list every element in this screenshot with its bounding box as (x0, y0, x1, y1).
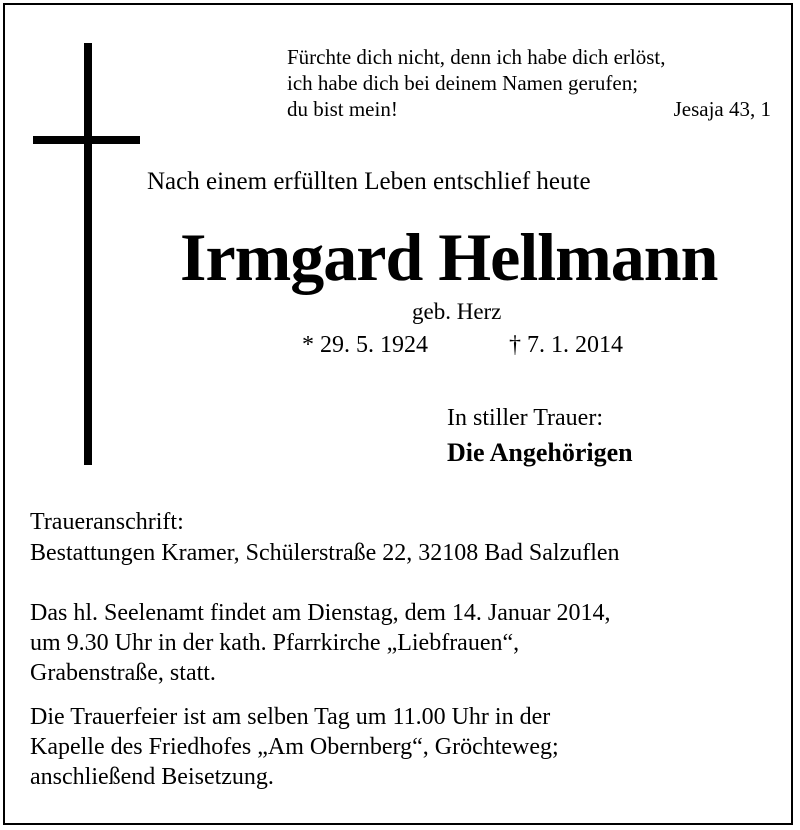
address-label: Traueranschrift: (30, 509, 184, 535)
birth-date: * 29. 5. 1924 (302, 332, 428, 358)
verse-line: ich habe dich bei deinem Namen gerufen; (287, 71, 639, 95)
death-date: † 7. 1. 2014 (509, 332, 623, 358)
mass-info-line: Grabenstraße, statt. (30, 660, 216, 686)
verse-line (287, 96, 771, 122)
funeral-info-line: anschließend Beisetzung. (30, 764, 274, 790)
cross-vertical-bar (84, 43, 92, 465)
cross-horizontal-bar (33, 136, 140, 144)
address-text: Bestattungen Kramer, Schülerstraße 22, 32108 Bad Salzuflen (30, 540, 620, 566)
mass-info (30, 598, 611, 688)
verse-reference: Jesaja 43, 1 (673, 97, 771, 121)
deceased-name: Irmgard Hellmann (180, 219, 718, 295)
funeral-info-line: Die Trauerfeier ist am selben Tag um 11.00 Uhr in der (30, 704, 551, 730)
maiden-name: geb. Herz (412, 299, 502, 324)
intro-text: Nach einem erfüllten Leben entschlief heute (147, 168, 591, 195)
funeral-info (30, 702, 559, 792)
mass-info-line: Das hl. Seelenamt findet am Dienstag, dem 14. Januar 2014, (30, 600, 611, 626)
mourning-label: In stiller Trauer: (447, 405, 603, 431)
mourning-family: Die Angehörigen (447, 438, 633, 467)
funeral-info-line: Kapelle des Friedhofes „Am Obernberg“, Gröchteweg; (30, 734, 559, 760)
verse-line-text: du bist mein! (287, 97, 398, 121)
verse-line: Fürchte dich nicht, denn ich habe dich erlöst, (287, 45, 666, 69)
bible-verse (287, 44, 771, 122)
mass-info-line: um 9.30 Uhr in der kath. Pfarrkirche „Liebfrauen“, (30, 630, 520, 656)
